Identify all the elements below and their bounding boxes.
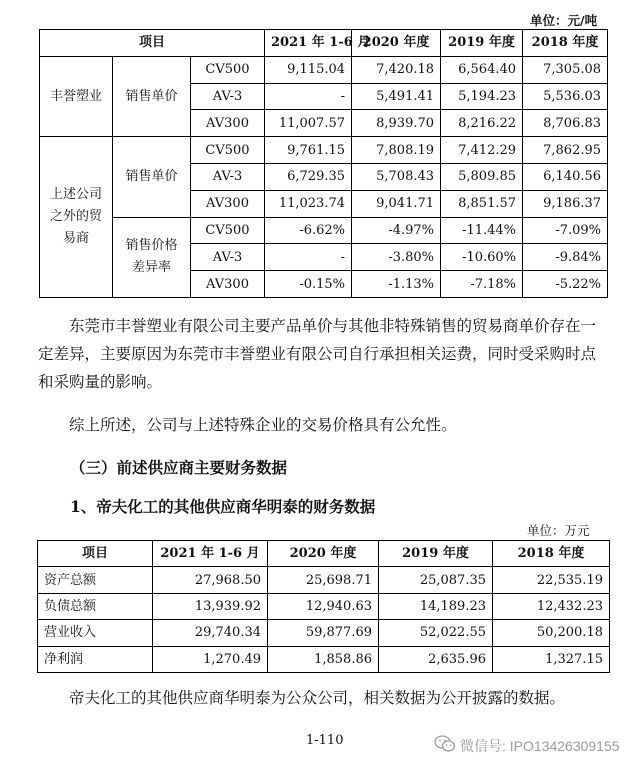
table-header-row xyxy=(40,30,608,57)
row-label: 净利润 xyxy=(38,646,153,672)
product-label: AV-3 xyxy=(191,244,265,271)
header-col: 2018 年度 xyxy=(493,541,610,567)
cell-value: 14,189.23 xyxy=(379,593,493,619)
cell-value: -3.80% xyxy=(352,244,441,271)
header-col: 2019 年度 xyxy=(441,30,523,57)
table-header-row xyxy=(38,541,610,567)
cell-value: -7.09% xyxy=(523,217,608,244)
cell-value: 7,420.18 xyxy=(352,56,441,83)
group-label: 丰誉塑业 xyxy=(40,56,113,136)
cell-value: 8,939.70 xyxy=(352,110,441,137)
cell-value: 7,412.29 xyxy=(441,137,523,164)
cell-value: 29,740.34 xyxy=(153,620,268,646)
header-item: 项目 xyxy=(40,30,265,57)
cell-value: -4.97% xyxy=(352,217,441,244)
table-row xyxy=(40,217,608,244)
cell-value: 59,877.69 xyxy=(268,620,379,646)
cell-value: 6,140.56 xyxy=(523,163,608,190)
cell-value: 5,809.85 xyxy=(441,163,523,190)
section-heading: （三）前述供应商主要财务数据 xyxy=(70,458,288,477)
cell-value: 9,186.37 xyxy=(523,190,608,217)
row-label: 营业收入 xyxy=(38,620,153,646)
paragraph-data-source: 帝夫化工的其他供应商华明泰为公众公司，相关数据为公开披露的数据。 xyxy=(69,689,566,707)
subsection-heading: 1、帝夫化工的其他供应商华明泰的财务数据 xyxy=(70,497,376,516)
cell-value: 50,200.18 xyxy=(493,620,610,646)
cell-value: 27,968.50 xyxy=(153,567,268,593)
cell-value: 13,939.92 xyxy=(153,593,268,619)
cell-value: 52,022.55 xyxy=(379,620,493,646)
metric-label: 销售价格差异率 xyxy=(113,217,191,297)
cell-value: -6.62% xyxy=(265,217,352,244)
header-item: 项目 xyxy=(38,541,153,567)
table-row xyxy=(38,567,610,593)
cell-value: 2,635.96 xyxy=(379,646,493,672)
cell-value: 6,564.40 xyxy=(441,56,523,83)
cell-value: -5.22% xyxy=(523,271,608,298)
cell-value: 22,535.19 xyxy=(493,567,610,593)
product-label: CV500 xyxy=(191,56,265,83)
table-row xyxy=(40,56,608,83)
cell-value: 12,940.63 xyxy=(268,593,379,619)
cell-value: -7.18% xyxy=(441,271,523,298)
cell-value: 8,216.22 xyxy=(441,110,523,137)
cell-value: 7,862.95 xyxy=(523,137,608,164)
cell-value: -9.84% xyxy=(523,244,608,271)
table-row xyxy=(38,620,610,646)
product-label: AV300 xyxy=(191,190,265,217)
wechat-icon xyxy=(434,735,456,756)
paragraph-conclusion: 综上所述，公司与上述特殊企业的交易价格具有公允性。 xyxy=(69,416,457,434)
cell-value: -10.60% xyxy=(441,244,523,271)
financial-data-table xyxy=(37,540,610,673)
table1-unit: 单位：元/吨 xyxy=(530,13,598,28)
metric-label: 销售单价 xyxy=(113,56,191,136)
group-label: 上述公司之外的贸易商 xyxy=(40,137,113,298)
cell-value: 25,698.71 xyxy=(268,567,379,593)
cell-value: - xyxy=(265,83,352,110)
cell-value: 7,305.08 xyxy=(523,56,608,83)
header-col: 2021 年 1-6 月 xyxy=(265,30,352,57)
cell-value: 12,432.23 xyxy=(493,593,610,619)
product-label: CV500 xyxy=(191,217,265,244)
row-label: 资产总额 xyxy=(38,567,153,593)
cell-value: -1.13% xyxy=(352,271,441,298)
cell-value: 9,041.71 xyxy=(352,190,441,217)
header-col: 2020 年度 xyxy=(268,541,379,567)
cell-value: 5,491.41 xyxy=(352,83,441,110)
cell-value: 8,706.83 xyxy=(523,110,608,137)
cell-value: 5,536.03 xyxy=(523,83,608,110)
metric-label: 销售单价 xyxy=(113,137,191,217)
product-label: AV300 xyxy=(191,110,265,137)
cell-value: 8,851.57 xyxy=(441,190,523,217)
cell-value: 6,729.35 xyxy=(265,163,352,190)
row-label: 负债总额 xyxy=(38,593,153,619)
header-col: 2019 年度 xyxy=(379,541,493,567)
cell-value: -11.44% xyxy=(441,217,523,244)
header-col: 2021 年 1-6 月 xyxy=(153,541,268,567)
page-number: 1-110 xyxy=(306,733,344,748)
table-row xyxy=(38,646,610,672)
watermark xyxy=(434,735,620,756)
product-label: AV-3 xyxy=(191,163,265,190)
price-comparison-table xyxy=(39,29,608,298)
watermark-text: 微信号: IPO13426309155 xyxy=(460,737,620,754)
header-col: 2018 年度 xyxy=(523,30,608,57)
paragraph-price-difference: 东莞市丰誉塑业有限公司主要产品单价与其他非特殊销售的贸易商单价存在一定差异，主要原因为东莞市丰誉塑业有限公司自行承担相关运费，同时受采购时点和采购量的影响。 xyxy=(38,317,597,391)
cell-value: 9,761.15 xyxy=(265,137,352,164)
cell-value: 5,194.23 xyxy=(441,83,523,110)
product-label: CV500 xyxy=(191,137,265,164)
product-label: AV-3 xyxy=(191,83,265,110)
cell-value: 11,023.74 xyxy=(265,190,352,217)
product-label: AV300 xyxy=(191,271,265,298)
cell-value: 11,007.57 xyxy=(265,110,352,137)
header-col: 2020 年度 xyxy=(352,30,441,57)
cell-value: - xyxy=(265,244,352,271)
cell-value: 9,115.04 xyxy=(265,56,352,83)
cell-value: 25,087.35 xyxy=(379,567,493,593)
cell-value: 5,708.43 xyxy=(352,163,441,190)
table2-unit: 单位：万元 xyxy=(527,523,590,538)
cell-value: -0.15% xyxy=(265,271,352,298)
table-row xyxy=(38,593,610,619)
cell-value: 1,858.86 xyxy=(268,646,379,672)
table-row xyxy=(40,137,608,164)
cell-value: 1,327.15 xyxy=(493,646,610,672)
cell-value: 1,270.49 xyxy=(153,646,268,672)
cell-value: 7,808.19 xyxy=(352,137,441,164)
